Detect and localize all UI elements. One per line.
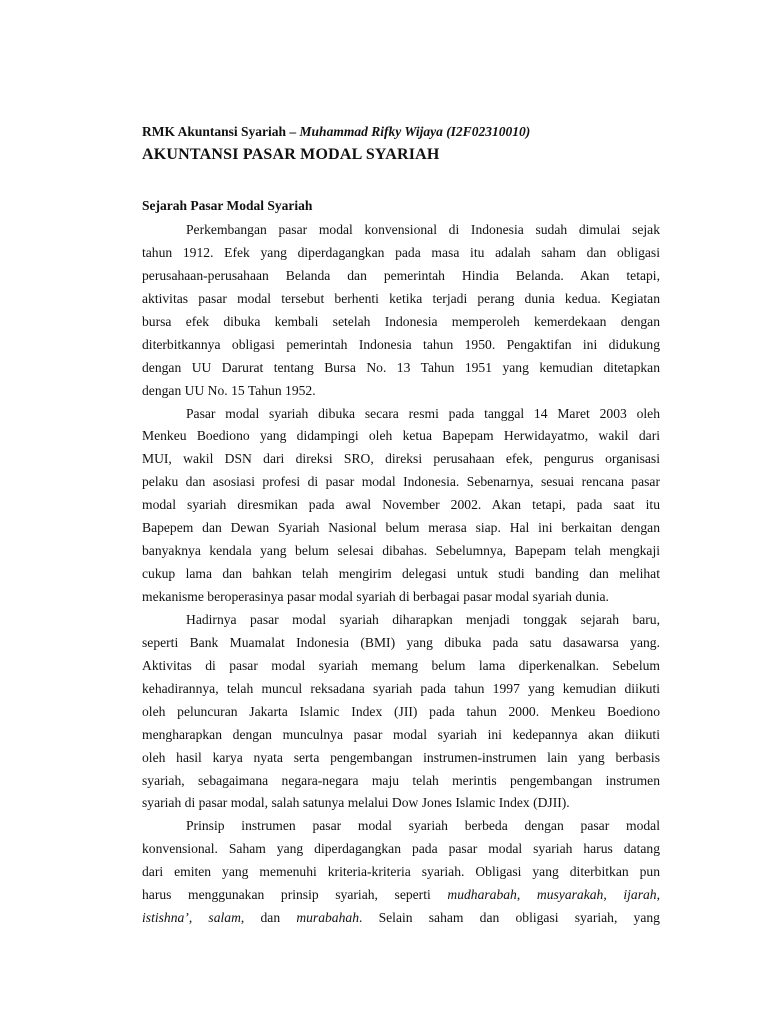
- italic-term: istishna’: [142, 910, 189, 926]
- text-line: kehadirannya, telah muncul reksadana syariah pada tahun 1997 yang kemudian diikuti: [142, 680, 660, 696]
- punctuation: ,: [656, 887, 660, 903]
- punctuation: ,: [603, 887, 607, 903]
- punctuation: , dan: [240, 910, 281, 926]
- text-line: konvensional. Saham yang diperdagangkan pada pasar modal syariah harus datang: [142, 841, 660, 857]
- text-line: seperti Bank Muamalat Indonesia (BMI) yang dibuka pada satu dasawarsa yang.: [142, 634, 660, 650]
- page-title: AKUNTANSI PASAR MODAL SYARIAH: [142, 146, 440, 163]
- course-label: RMK Akuntansi Syariah –: [142, 124, 297, 139]
- text-line: modal syariah diresmikan pada awal November 2002. Akan tetapi, pada saat itu: [142, 497, 660, 513]
- text-line: Perkembangan pasar modal konvensional di Indonesia sudah dimulai sejak: [186, 222, 660, 237]
- text-line: pelaku dan asosiasi profesi di pasar modal Indonesia. Sebenarnya, sesuai rencana pasar: [142, 474, 660, 490]
- italic-term: salam: [208, 910, 241, 926]
- text-line: dari emiten yang memenuhi kriteria-kriteria syariah. Obligasi yang diterbitkan pun: [142, 864, 660, 880]
- text-line: tahun 1912. Efek yang diperdagangkan pada masa itu adalah saham dan obligasi: [142, 244, 660, 260]
- text-line: Aktivitas di pasar modal syariah memang belum lama diperkenalkan. Sebelum: [142, 657, 660, 673]
- text-line: MUI, wakil DSN dari direksi SRO, direksi perusahaan efek, pengurus organisasi: [142, 451, 660, 467]
- punctuation: ,: [516, 887, 521, 903]
- text-line: Hadirnya pasar modal syariah diharapkan menjadi tonggak sejarah baru,: [186, 611, 660, 627]
- text-line: oleh hasil karya nyata serta pengembangan instrumen-instrumen lain yang berbasis: [142, 749, 660, 765]
- text-line: diterbitkannya obligasi pemerintah Indonesia tahun 1950. Pengaktifan ini didukung: [142, 336, 660, 352]
- text-line: syariah di pasar modal, salah satunya melalui Dow Jones Islamic Index (DJII).: [142, 795, 570, 811]
- text-line: Prinsip instrumen pasar modal syariah berbeda dengan pasar modal: [186, 818, 660, 834]
- text-line-mixed: [142, 884, 660, 907]
- text-line: Menkeu Boediono yang didampingi oleh ketua Bapepam Herwidayatmo, wakil dari: [142, 428, 660, 444]
- text-line: syariah, sebagaimana negara-negara maju telah merintis pengembangan instrumen: [142, 772, 660, 788]
- text-line-start: harus menggunakan prinsip syariah, seperti: [142, 887, 431, 903]
- text-line: Bapepem dan Dewan Syariah Nasional belum merasa siap. Hal ini berkaitan dengan: [142, 520, 660, 536]
- punctuation: ,: [188, 910, 193, 926]
- text-line: bursa efek dibuka kembali setelah Indonesia memperoleh kemerdekaan dengan: [142, 313, 660, 329]
- text-line: banyaknya kendala yang belum selesai dibahas. Sebelumnya, Bapepam telah mengkaji: [142, 543, 660, 559]
- text-line: mekanisme beroperasinya pasar modal syariah di berbagai pasar modal syariah dunia.: [142, 589, 609, 604]
- text-line: dengan UU No. 15 Tahun 1952.: [142, 382, 316, 398]
- body-text: [142, 219, 660, 930]
- italic-term: mudharabah: [447, 887, 517, 903]
- text-line: Pasar modal syariah dibuka secara resmi pada tanggal 14 Maret 2003 oleh: [186, 405, 660, 421]
- author-name: Muhammad Rifky Wijaya (I2F02310010): [299, 124, 531, 139]
- text-line: oleh peluncuran Jakarta Islamic Index (JII) pada tahun 2000. Menkeu Boediono: [142, 703, 660, 719]
- italic-term: ijarah: [623, 887, 657, 903]
- text-line: perusahaan-perusahaan Belanda dan pemerintah Hindia Belanda. Akan tetapi,: [142, 267, 660, 283]
- text-line-mixed: [142, 907, 660, 930]
- text-line-end: . Selain saham dan obligasi syariah, yang: [359, 910, 660, 926]
- italic-term: musyarakah: [536, 887, 604, 903]
- text-line: mengharapkan dengan munculnya pasar modal syariah ini kedepannya akan diikuti: [142, 726, 660, 742]
- text-line: aktivitas pasar modal tersebut berhenti ketika terjadi perang dunia kedua. Kegiatan: [142, 290, 660, 306]
- text-line: cukup lama dan bahkan telah mengirim delegasi untuk studi banding dan melihat: [142, 566, 660, 582]
- text-line: dengan UU Darurat tentang Bursa No. 13 Tahun 1951 yang kemudian ditetapkan: [142, 359, 660, 375]
- document-header: [142, 124, 660, 140]
- italic-term: murabahah: [296, 910, 359, 926]
- section-heading: Sejarah Pasar Modal Syariah: [142, 198, 313, 213]
